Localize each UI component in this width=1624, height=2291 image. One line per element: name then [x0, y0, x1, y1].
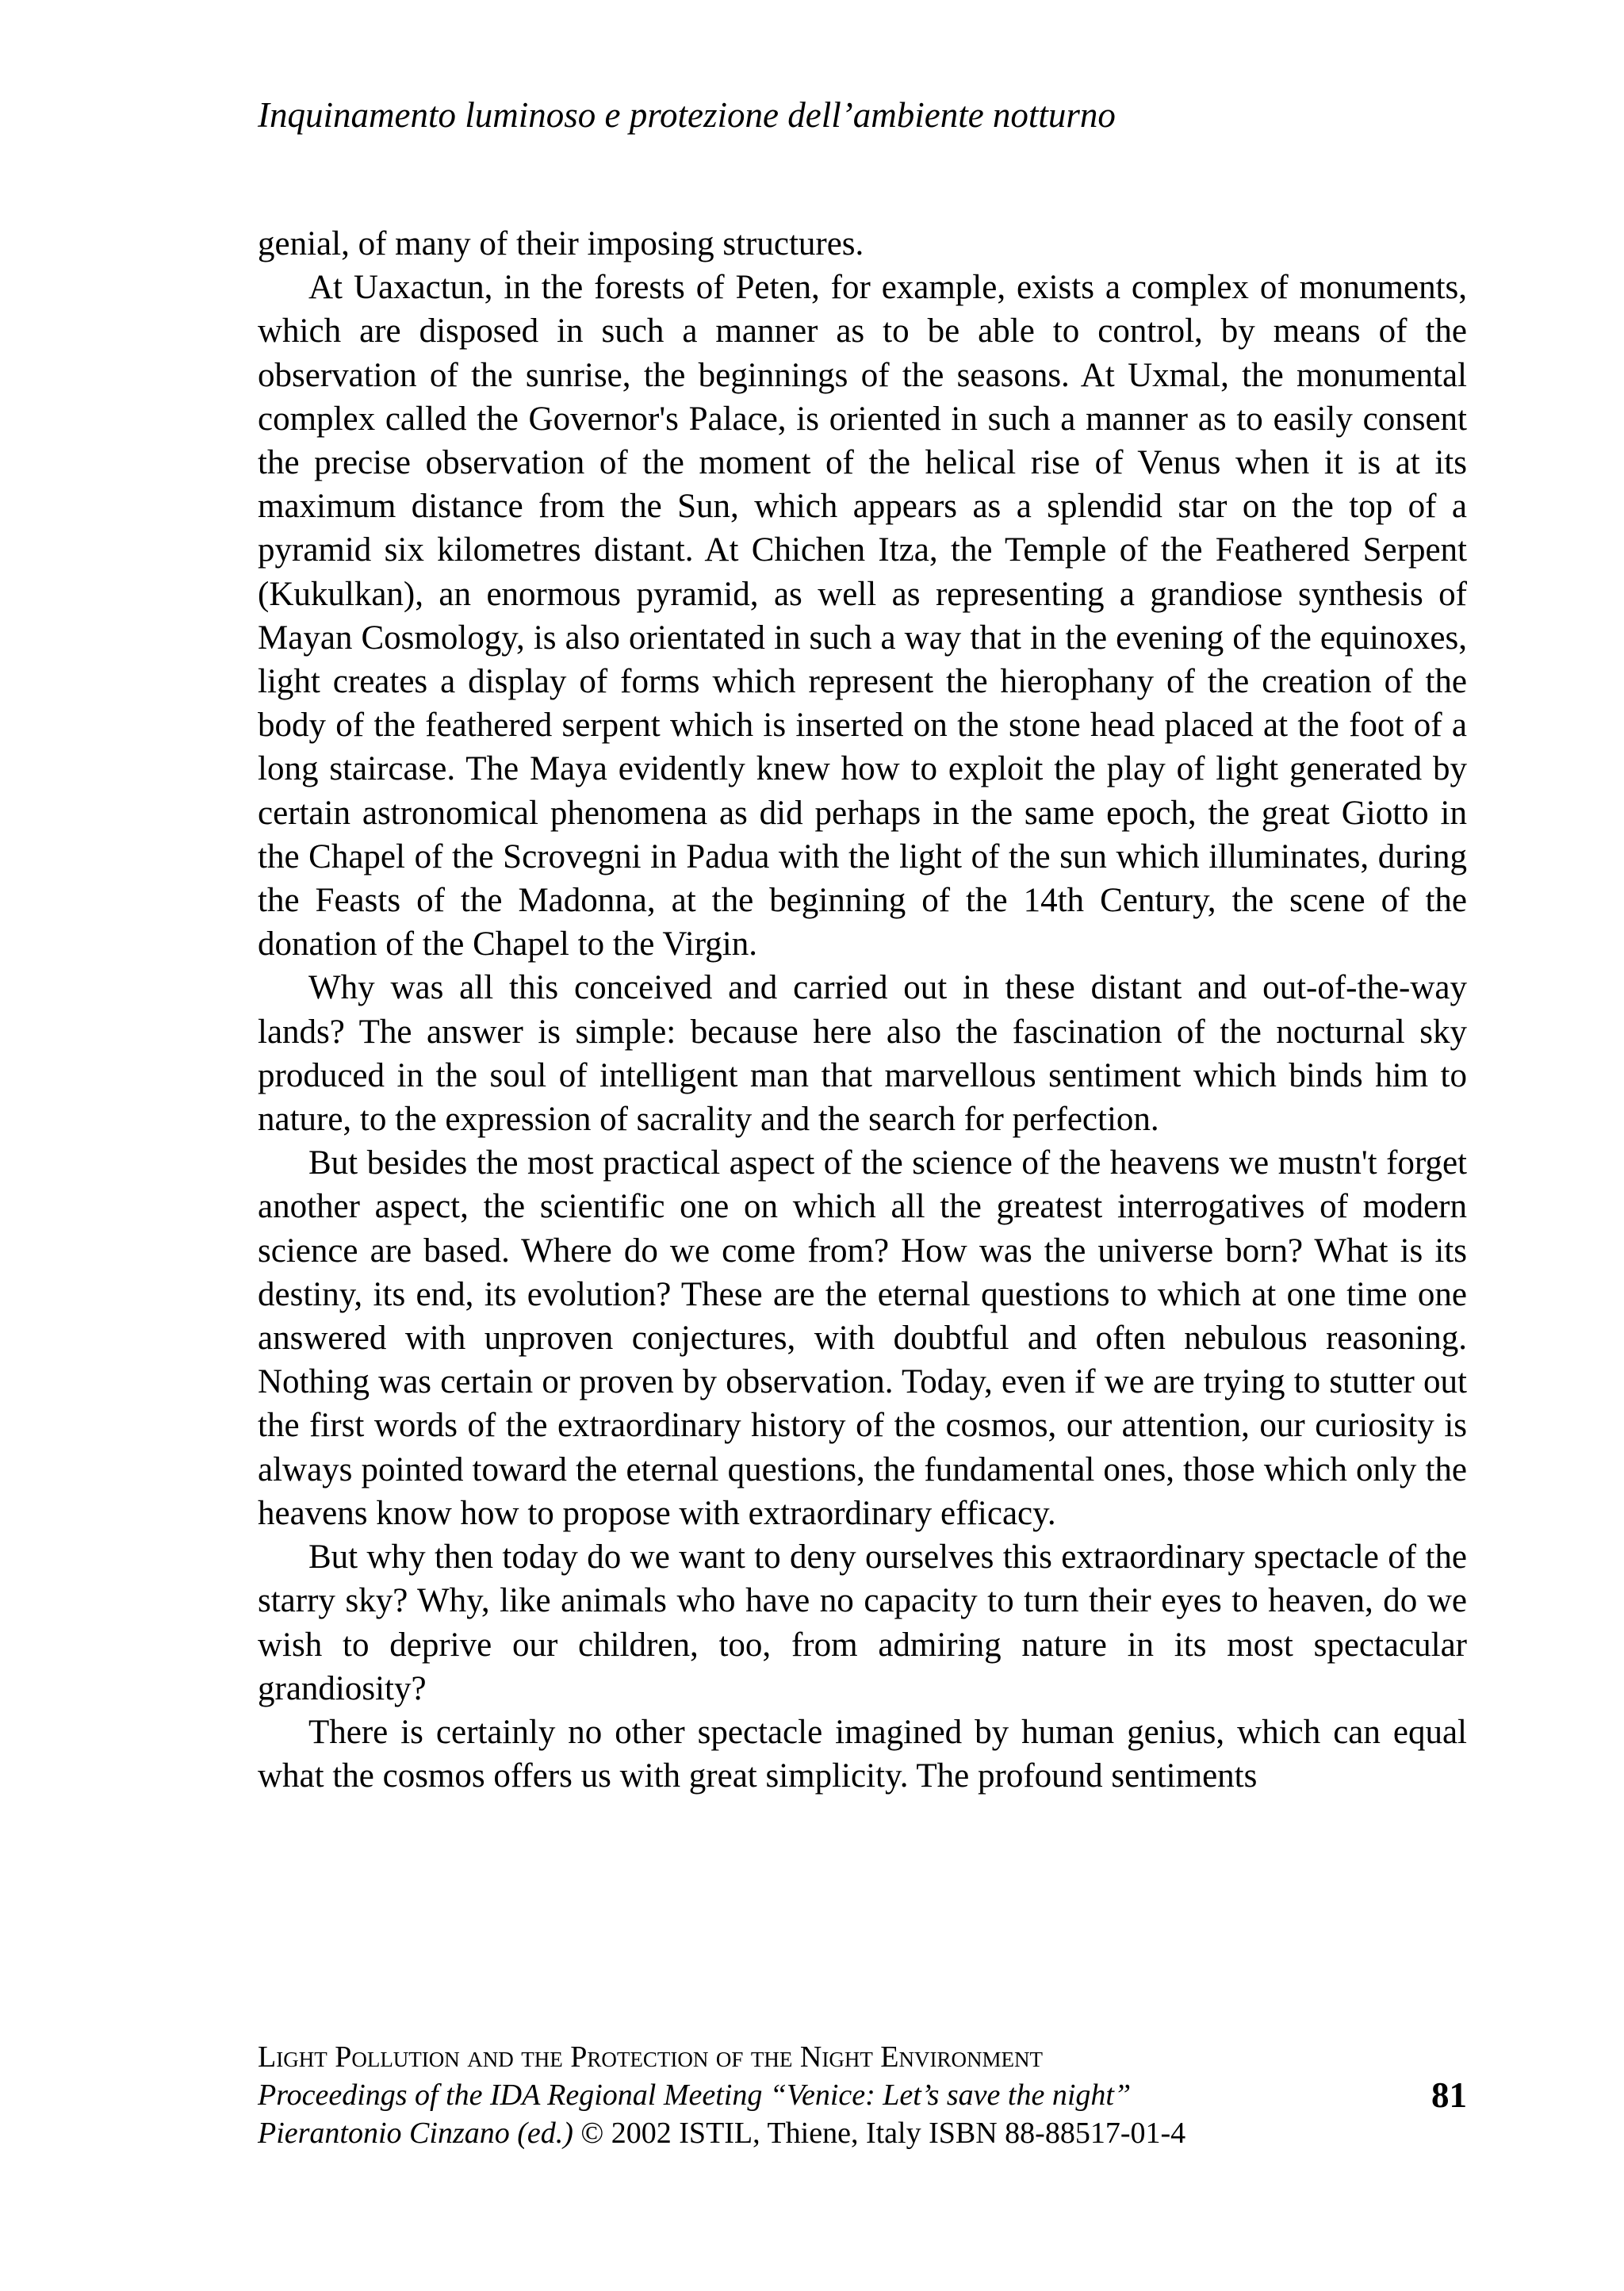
footer-editor: Pierantonio Cinzano (ed.) [258, 2117, 573, 2150]
footer-proceedings: Proceedings of the IDA Regional Meeting “Venice: Let’s save the night” [258, 2078, 1132, 2112]
page-number: 81 [1431, 2075, 1467, 2115]
footer-editor-line [258, 2114, 1467, 2152]
paragraph-maya-monuments: At Uaxactun, in the forests of Peten, for example, exists a complex of monuments, which are disposed in such a manner as to be able to control, by means of the observation of the sunrise, the beginnings of the seasons. At Uxmal, the monumental complex called the Governor's Palace, is oriented in such a manner as to easily consent the precise observation of the moment of the helical rise of Venus when it is at its maximum distance from the Sun, which appears as a splendid star on the top of a pyramid six kilometres distant. At Chichen Itza, the Temple of the Feathered Serpent (Kukulkan), an enormous pyramid, as well as representing a grandiose synthesis of Mayan Cosmology, is also orientated in such a way that in the evening of the equinoxes, light creates a display of forms which represent the hierophany of the creation of the body of the feathered serpent which is inserted on the stone head placed at the foot of a long staircase. The Maya evidently knew how to exploit the play of light generated by certain astronomical phenomena as did perhaps in the same epoch, the great Giotto in the Chapel of the Scrovegni in Padua with the light of the sun which illuminates, during the Feasts of the Madonna, at the beginning of the 14th Century, the scene of the donation of the Chapel to the Virgin. [258, 269, 1467, 964]
page-footer [258, 2038, 1467, 2152]
paragraph-no-other-spectacle: There is certainly no other spectacle imagined by human genius, which can equal what the cosmos offers us with great simplicity. The profound sentiments [258, 1713, 1467, 1795]
paragraph-why-conceived: Why was all this conceived and carried out in these distant and out-of-the-way lands? The answer is simple: because here also the fascination of the nocturnal sky produced in the soul of intelligent man that marvellous sentiment which binds him to nature, to the expression of sacrality and the search for perfection. [258, 969, 1467, 1139]
running-header: Inquinamento luminoso e protezione dell’ambiente notturno [258, 95, 1116, 135]
paragraph-continuation: genial, of many of their imposing structures. [258, 225, 864, 262]
body-text [258, 222, 1467, 1798]
paragraph-scientific-aspect: But besides the most practical aspect of the science of the heavens we mustn't forget another aspect, the scientific one on which all the greatest interrogatives of modern science are based. Where do we come from? How was the universe born? What is its destiny, its end, its evolution? These are the eternal questions to which at one time one answered with unproven conjectures, with doubtful and often nebulous reasoning. Nothing was certain or proven by observation. Today, even if we are trying to stutter out the first words of the extraordinary history of the cosmos, our attention, our curiosity is always pointed toward the eternal questions, the fundamental ones, those which only the heavens know how to propose with extraordinary efficacy. [258, 1144, 1467, 1532]
footer-book-title: Light Pollution and the Protection of the Night Environment [258, 2040, 1044, 2074]
paragraph-deny-spectacle: But why then today do we want to deny ourselves this extraordinary spectacle of the starry sky? Why, like animals who have no capacity to turn their eyes to heaven, do we wish to deprive our children, too, from admiring nature in its most spectacular grandiosity? [258, 1538, 1467, 1707]
footer-publisher: © 2002 ISTIL, Thiene, Italy ISBN 88-88517-01-4 [580, 2117, 1186, 2150]
